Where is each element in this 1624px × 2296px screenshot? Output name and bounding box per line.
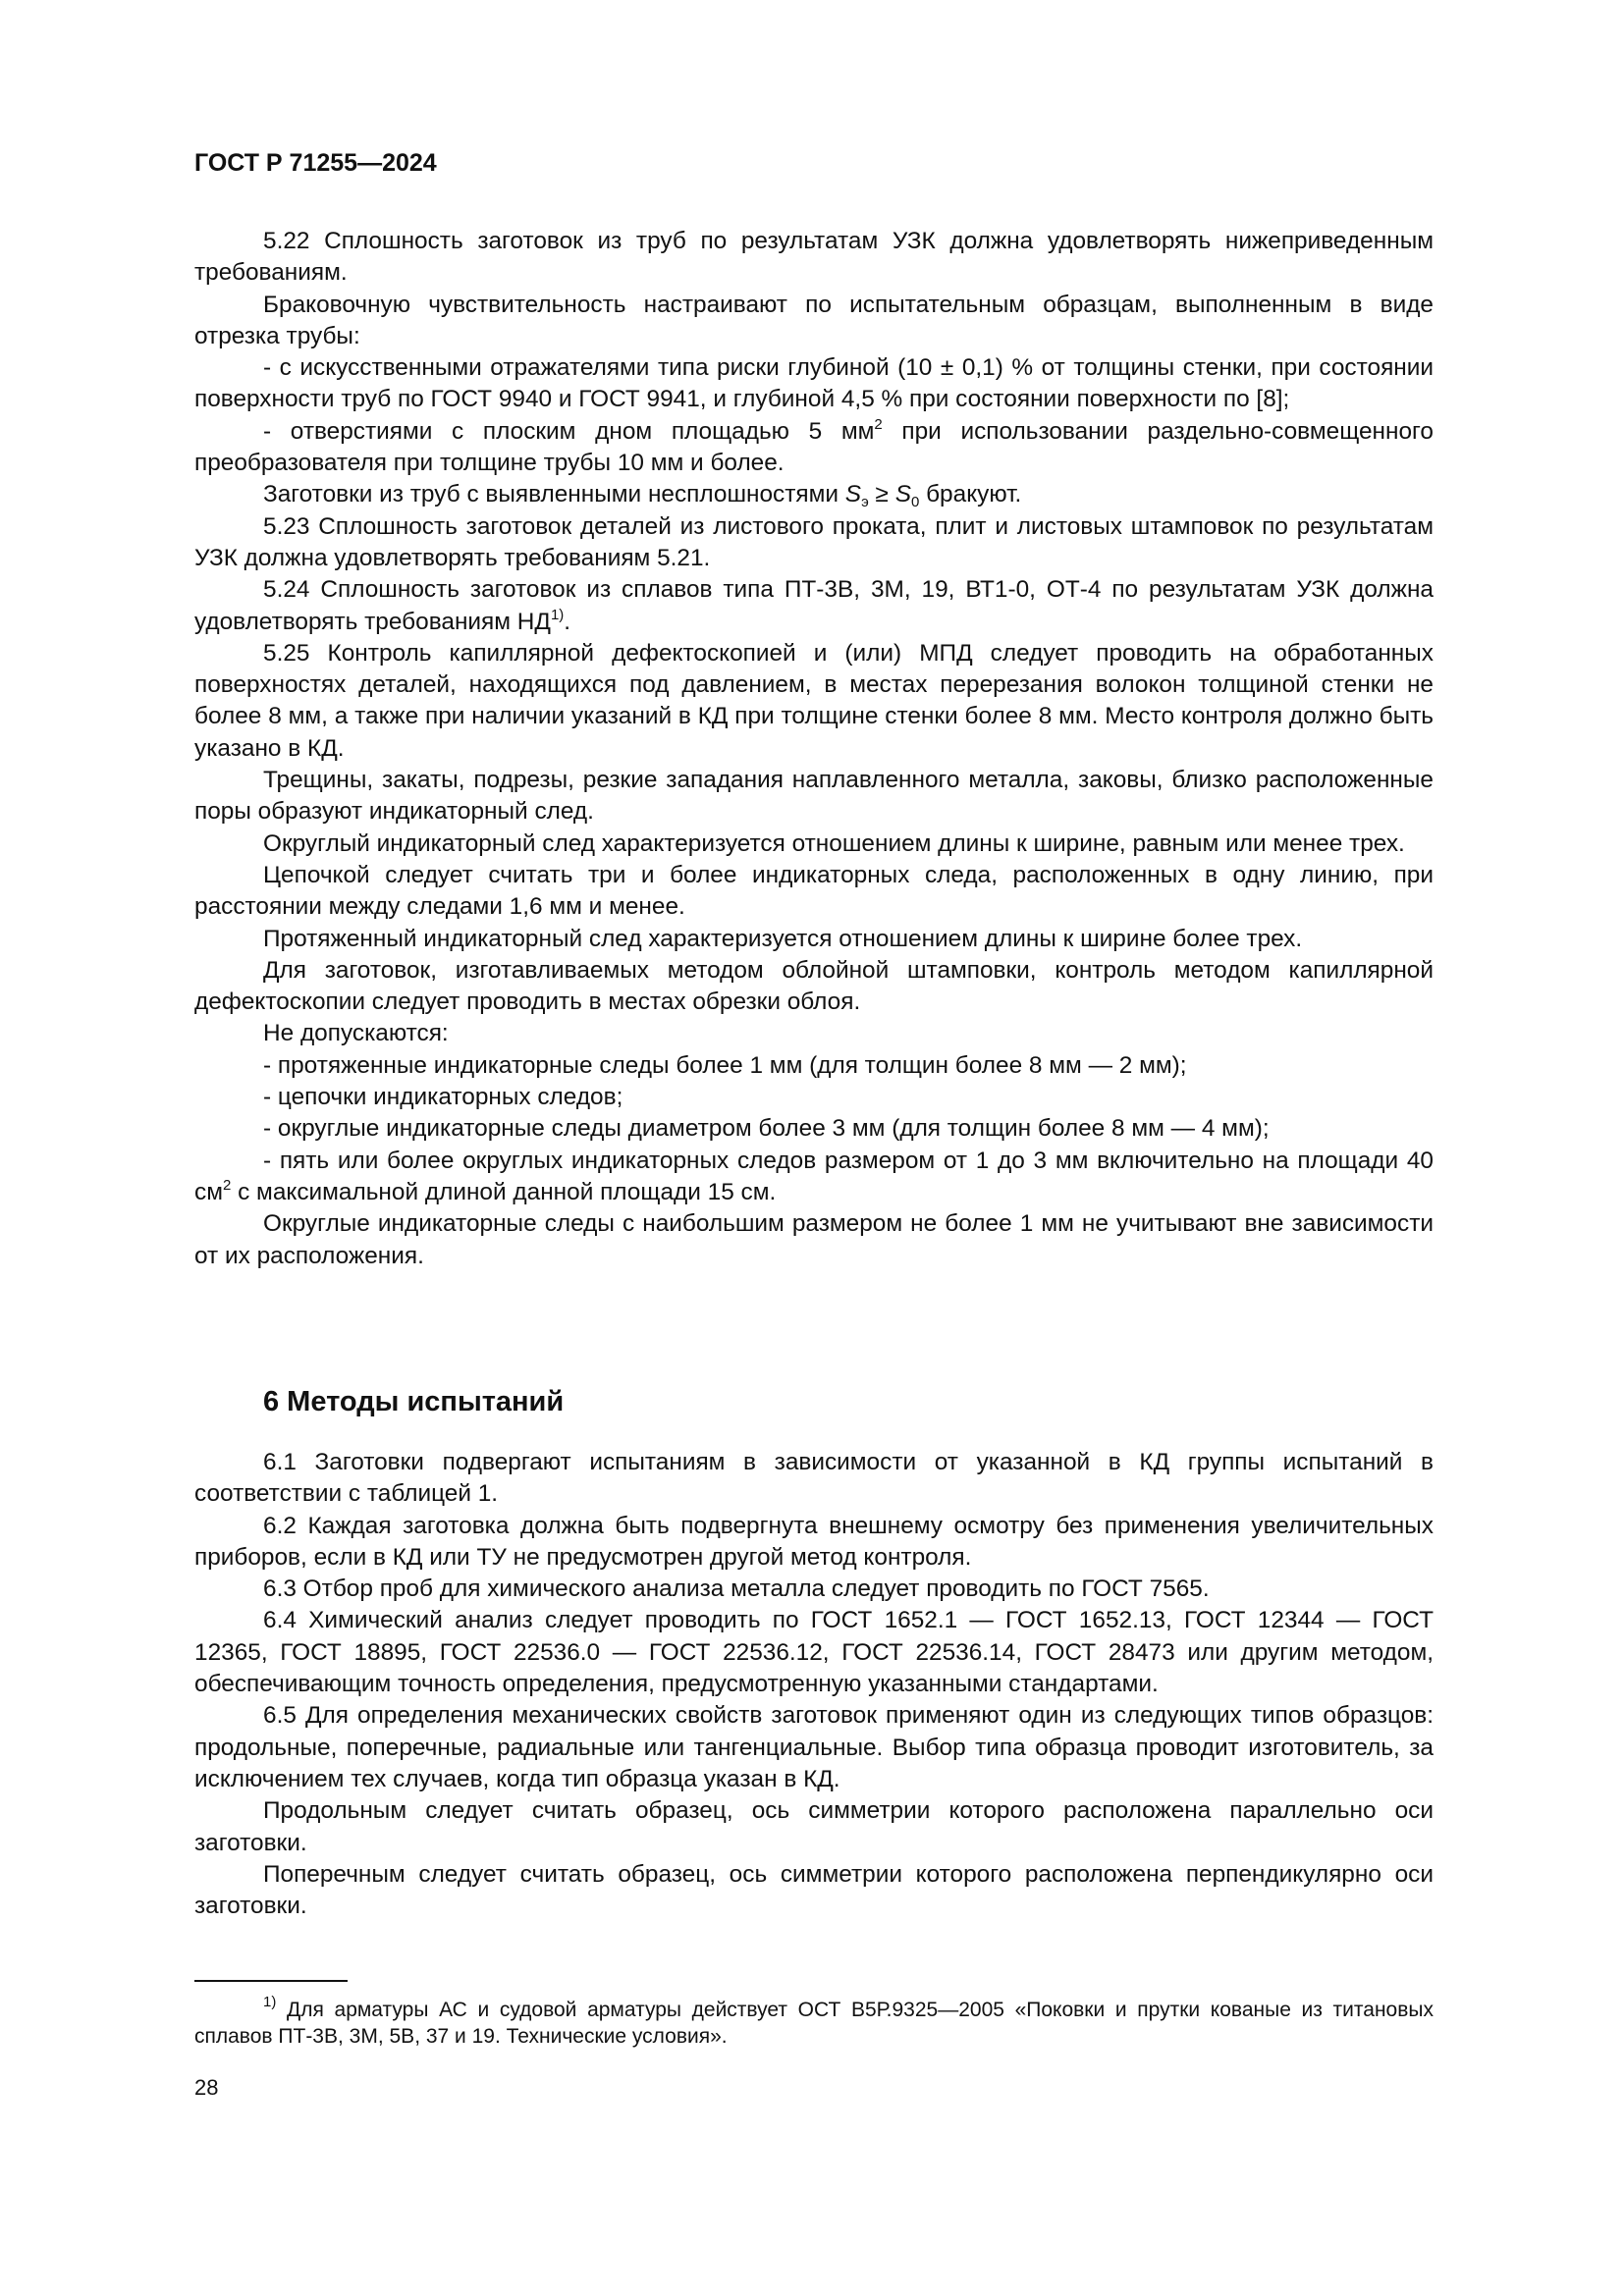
paragraph-flash-stamping: Для заготовок, изготавливаемых методом облойной штамповки, контроль методом капиллярной дефектоскопии следует проводить в местах обрезки облоя. bbox=[194, 956, 1434, 1016]
footnote-separator bbox=[194, 1980, 348, 1982]
paragraph-5-22-sensitivity: Браковочную чувствительность настраивают по испытательным образцам, выполненным в виде отрезка трубы: bbox=[194, 291, 1434, 349]
paragraph-6-4: 6.4 Химический анализ следует проводить по ГОСТ 1652.1 — ГОСТ 1652.13, ГОСТ 12344 — ГОСТ 12365, ГОСТ 18895, ГОСТ 22536.0 — ГОСТ 22536.12, ГОСТ 22536.14, ГОСТ 28473 или другим методом, обеспечивающим точность определения, предусмотренную указанными стандартами. bbox=[194, 1607, 1434, 1698]
paragraph-transverse: Поперечным следует считать образец, ось симметрии которого расположена перпендикулярно оси заготовки. bbox=[194, 1860, 1434, 1920]
section-6-body bbox=[194, 1447, 1434, 1922]
list-item-round: - округлые индикаторные следы диаметром более 3 мм (для толщин более 8 мм — 4 мм); bbox=[263, 1115, 1270, 1143]
list-item-extended: - протяженные индикаторные следы более 1 мм (для толщин более 8 мм — 2 мм); bbox=[263, 1051, 1187, 1079]
list-item-chains: - цепочки индикаторных следов; bbox=[263, 1084, 623, 1111]
paragraph-5-22: 5.22 Сплошность заготовок из труб по результатам УЗК должна удовлетворять нижеприведенным требованиям. bbox=[194, 228, 1434, 287]
footnote-text: $^{1)}$ Для арматуры АС и судовой арматуры действует ОСТ В5Р.9325—2005 «Поковки и прутки кованые из титановых сплавов ПТ-3В, 3М, 5В, 37 и 19. Технические условия». bbox=[194, 1994, 1434, 2048]
document-body bbox=[194, 226, 1434, 1272]
paragraph-round-trace: Округлый индикаторный след характеризуется отношением длины к ширине, равным или менее трех. bbox=[263, 829, 1405, 857]
document-header: ГОСТ Р 71255—2024 bbox=[194, 149, 437, 177]
paragraph-cracks: Трещины, закаты, подрезы, резкие западания наплавленного металла, заковы, близко расположенные поры образуют индикаторный след. bbox=[194, 767, 1434, 826]
paragraph-6-1: 6.1 Заготовки подвергают испытаниям в зависимости от указанной в КД группы испытаний в соответствии с таблицей 1. bbox=[194, 1449, 1434, 1508]
paragraph-5-24: 5.24 Сплошность заготовок из сплавов типа ПТ-3В, 3М, 19, ВТ1-0, ОТ-4 по результатам УЗК должна удовлетворять требованиям НД$^{1)}$. bbox=[194, 576, 1434, 635]
list-item-risks: - с искусственными отражателями типа риски глубиной (10 ± 0,1) % от толщины стенки, при состоянии поверхности труб по ГОСТ 9940 и ГОСТ 9941, и глубиной 4,5 % при состоянии поверхности по [8]; bbox=[194, 354, 1434, 413]
paragraph-not-allowed: Не допускаются: bbox=[263, 1020, 449, 1047]
list-item-five-or-more: - пять или более округлых индикаторных следов размером от 1 до 3 мм включительно на площади 40 $см^2$ с максимальной длиной данной площади 15 см. bbox=[194, 1147, 1434, 1205]
paragraph-6-2: 6.2 Каждая заготовка должна быть подвергнута внешнему осмотру без применения увеличительных приборов, если в КД или ТУ не предусмотрен другой метод контроля. bbox=[194, 1512, 1434, 1571]
paragraph-5-25: 5.25 Контроль капиллярной дефектоскопией и (или) МПД следует проводить на обработанных поверхностях деталей, находящихся под давлением, в местах перерезания волокон толщиной стенки не более 8 мм, а также при наличии указаний в КД при толщине стенки более 8 мм. Место контроля должно быть указано в КД. bbox=[194, 639, 1434, 762]
paragraph-longitudinal: Продольным следует считать образец, ось симметрии которого расположена параллельно оси заготовки. bbox=[194, 1797, 1434, 1856]
section-title: 6 Методы испытаний bbox=[263, 1386, 565, 1417]
paragraph-extended-trace: Протяженный индикаторный след характеризуется отношением длины к ширине более трех. bbox=[263, 925, 1303, 952]
paragraph-6-5: 6.5 Для определения механических свойств заготовок применяют один из следующих типов образцов: продольные, поперечные, радиальные или тангенциальные. Выбор типа образца проводит изготовитель, за исключением тех случаев, когда тип образца указан в КД. bbox=[194, 1702, 1434, 1792]
paragraph-chain: Цепочкой следует считать три и более индикаторных следа, расположенных в одну линию, при расстоянии между следами 1,6 мм и менее. bbox=[194, 861, 1434, 921]
footnote bbox=[194, 1994, 1434, 2050]
paragraph-not-counted: Округлые индикаторные следы с наибольшим размером не более 1 мм не учитывают вне зависимости от их расположения. bbox=[194, 1210, 1434, 1269]
list-item-holes: - отверстиями с плоским дном площадью 5 $мм^2$ при использовании раздельно-совмещенного преобразователя при толщине трубы 10 мм и более. bbox=[194, 415, 1434, 477]
page-number: 28 bbox=[194, 2075, 219, 2100]
paragraph-reject-rule: Заготовки из труб с выявленными несплошностями $S_э \ge S_0$ бракуют. bbox=[263, 481, 1022, 511]
paragraph-5-23: 5.23 Сплошность заготовок деталей из листового проката, плит и листовых штамповок по результатам УЗК должна удовлетворять требованиям 5.21. bbox=[194, 512, 1434, 571]
paragraph-6-3: 6.3 Отбор проб для химического анализа металла следует проводить по ГОСТ 7565. bbox=[263, 1575, 1210, 1603]
